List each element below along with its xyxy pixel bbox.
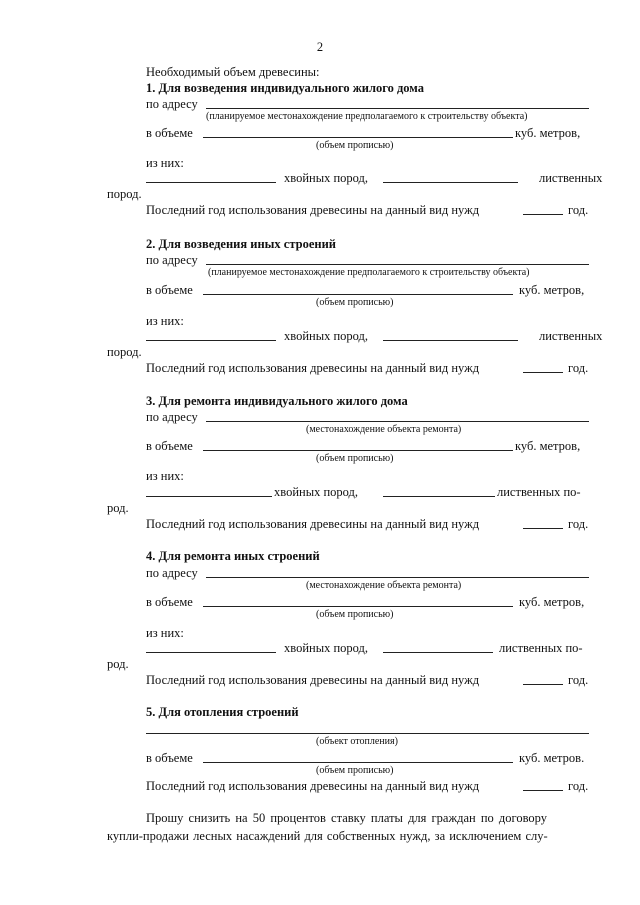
- section-2-cubic-label: куб. метров,: [519, 283, 585, 297]
- section-5-year-line[interactable]: [523, 790, 563, 791]
- section-1-year-line[interactable]: [523, 214, 563, 215]
- section-3-volume-caption: (объем прописью): [316, 453, 394, 464]
- intro-text: Необходимый объем древесины:: [146, 65, 320, 79]
- section-2-coniferous-label: хвойных пород,: [284, 329, 369, 343]
- section-3-volume-line[interactable]: [203, 450, 513, 451]
- closing-line-2: купли-продажи лесных насаждений для собственных нужд, за исключением слу-: [107, 829, 548, 843]
- section-5-object-line[interactable]: [146, 733, 589, 734]
- section-5-object-caption: (объект отопления): [316, 736, 398, 747]
- section-4-title: 4. Для ремонта иных строений: [146, 549, 320, 563]
- section-3-address-label: по адресу: [146, 410, 198, 424]
- section-2-of-them: из них:: [146, 314, 184, 328]
- section-3-address-caption: (местонахождение объекта ремонта): [306, 424, 462, 435]
- section-1-deciduous-line[interactable]: [383, 182, 518, 183]
- section-2-title: 2. Для возведения иных строений: [146, 237, 336, 251]
- section-3-coniferous-line[interactable]: [146, 496, 272, 497]
- section-2-year-line[interactable]: [523, 372, 563, 373]
- section-1-breeds: пород.: [107, 187, 142, 201]
- section-4-volume-caption: (объем прописью): [316, 609, 394, 620]
- section-4-of-them: из них:: [146, 626, 184, 640]
- section-2-address-caption: (планируемое местонахождение предполагаемого к строительству объекта): [208, 267, 530, 278]
- section-1-coniferous-line[interactable]: [146, 182, 276, 183]
- section-2-coniferous-line[interactable]: [146, 340, 276, 341]
- section-3-deciduous-label: лиственных по-: [497, 485, 581, 499]
- section-3-last-year-label: Последний год использования древесины на данный вид нужд: [146, 517, 480, 531]
- section-2-year-label: год.: [568, 361, 589, 375]
- section-1-title: 1. Для возведения индивидуального жилого дома: [146, 81, 424, 95]
- section-4-year-label: год.: [568, 673, 589, 687]
- section-4-breeds: род.: [107, 657, 129, 671]
- section-1-year-label: год.: [568, 203, 589, 217]
- section-2-address-line[interactable]: [206, 264, 589, 265]
- section-3-title: 3. Для ремонта индивидуального жилого дома: [146, 394, 408, 408]
- page-number: 2: [316, 40, 324, 54]
- section-1-volume-caption: (объем прописью): [316, 140, 394, 151]
- section-4-address-line[interactable]: [206, 577, 589, 578]
- section-4-volume-line[interactable]: [203, 606, 513, 607]
- section-4-coniferous-line[interactable]: [146, 652, 276, 653]
- section-4-address-caption: (местонахождение объекта ремонта): [306, 580, 462, 591]
- section-2-address-label: по адресу: [146, 253, 198, 267]
- section-4-deciduous-label: лиственных по-: [499, 641, 583, 655]
- section-4-cubic-label: куб. метров,: [519, 595, 585, 609]
- section-5-cubic-label: куб. метров.: [519, 751, 585, 765]
- section-2-last-year-label: Последний год использования древесины на данный вид нужд: [146, 361, 480, 375]
- section-3-deciduous-line[interactable]: [383, 496, 495, 497]
- section-3-breeds: род.: [107, 501, 129, 515]
- section-5-volume-line[interactable]: [203, 762, 513, 763]
- section-2-deciduous-label: лиственных: [539, 329, 603, 343]
- section-5-year-label: год.: [568, 779, 589, 793]
- section-2-volume-line[interactable]: [203, 294, 513, 295]
- section-2-deciduous-line[interactable]: [383, 340, 518, 341]
- section-3-year-label: год.: [568, 517, 589, 531]
- section-1-cubic-label: куб. метров,: [515, 126, 581, 140]
- section-4-year-line[interactable]: [523, 684, 563, 685]
- section-3-volume-label: в объеме: [146, 439, 193, 453]
- closing-line-1: Прошу снизить на 50 процентов ставку платы для граждан по договору: [146, 811, 547, 825]
- section-4-volume-label: в объеме: [146, 595, 193, 609]
- section-5-volume-caption: (объем прописью): [316, 765, 394, 776]
- section-1-of-them: из них:: [146, 156, 184, 170]
- section-3-cubic-label: куб. метров,: [515, 439, 581, 453]
- section-1-address-label: по адресу: [146, 97, 198, 111]
- section-3-year-line[interactable]: [523, 528, 563, 529]
- section-2-volume-caption: (объем прописью): [316, 297, 394, 308]
- section-1-address-line[interactable]: [206, 108, 589, 109]
- section-5-volume-label: в объеме: [146, 751, 193, 765]
- section-2-volume-label: в объеме: [146, 283, 193, 297]
- section-1-address-caption: (планируемое местонахождение предполагаемого к строительству объекта): [206, 111, 528, 122]
- section-1-deciduous-label: лиственных: [539, 171, 603, 185]
- section-3-coniferous-label: хвойных пород,: [274, 485, 359, 499]
- section-1-volume-label: в объеме: [146, 126, 193, 140]
- section-1-coniferous-label: хвойных пород,: [284, 171, 369, 185]
- section-4-address-label: по адресу: [146, 566, 198, 580]
- section-1-last-year-label: Последний год использования древесины на данный вид нужд: [146, 203, 480, 217]
- section-3-of-them: из них:: [146, 469, 184, 483]
- section-1-volume-line[interactable]: [203, 137, 513, 138]
- section-4-last-year-label: Последний год использования древесины на данный вид нужд: [146, 673, 480, 687]
- section-4-coniferous-label: хвойных пород,: [284, 641, 369, 655]
- section-3-address-line[interactable]: [206, 421, 589, 422]
- section-5-title: 5. Для отопления строений: [146, 705, 299, 719]
- section-5-last-year-label: Последний год использования древесины на данный вид нужд: [146, 779, 480, 793]
- section-2-breeds: пород.: [107, 345, 142, 359]
- section-4-deciduous-line[interactable]: [383, 652, 493, 653]
